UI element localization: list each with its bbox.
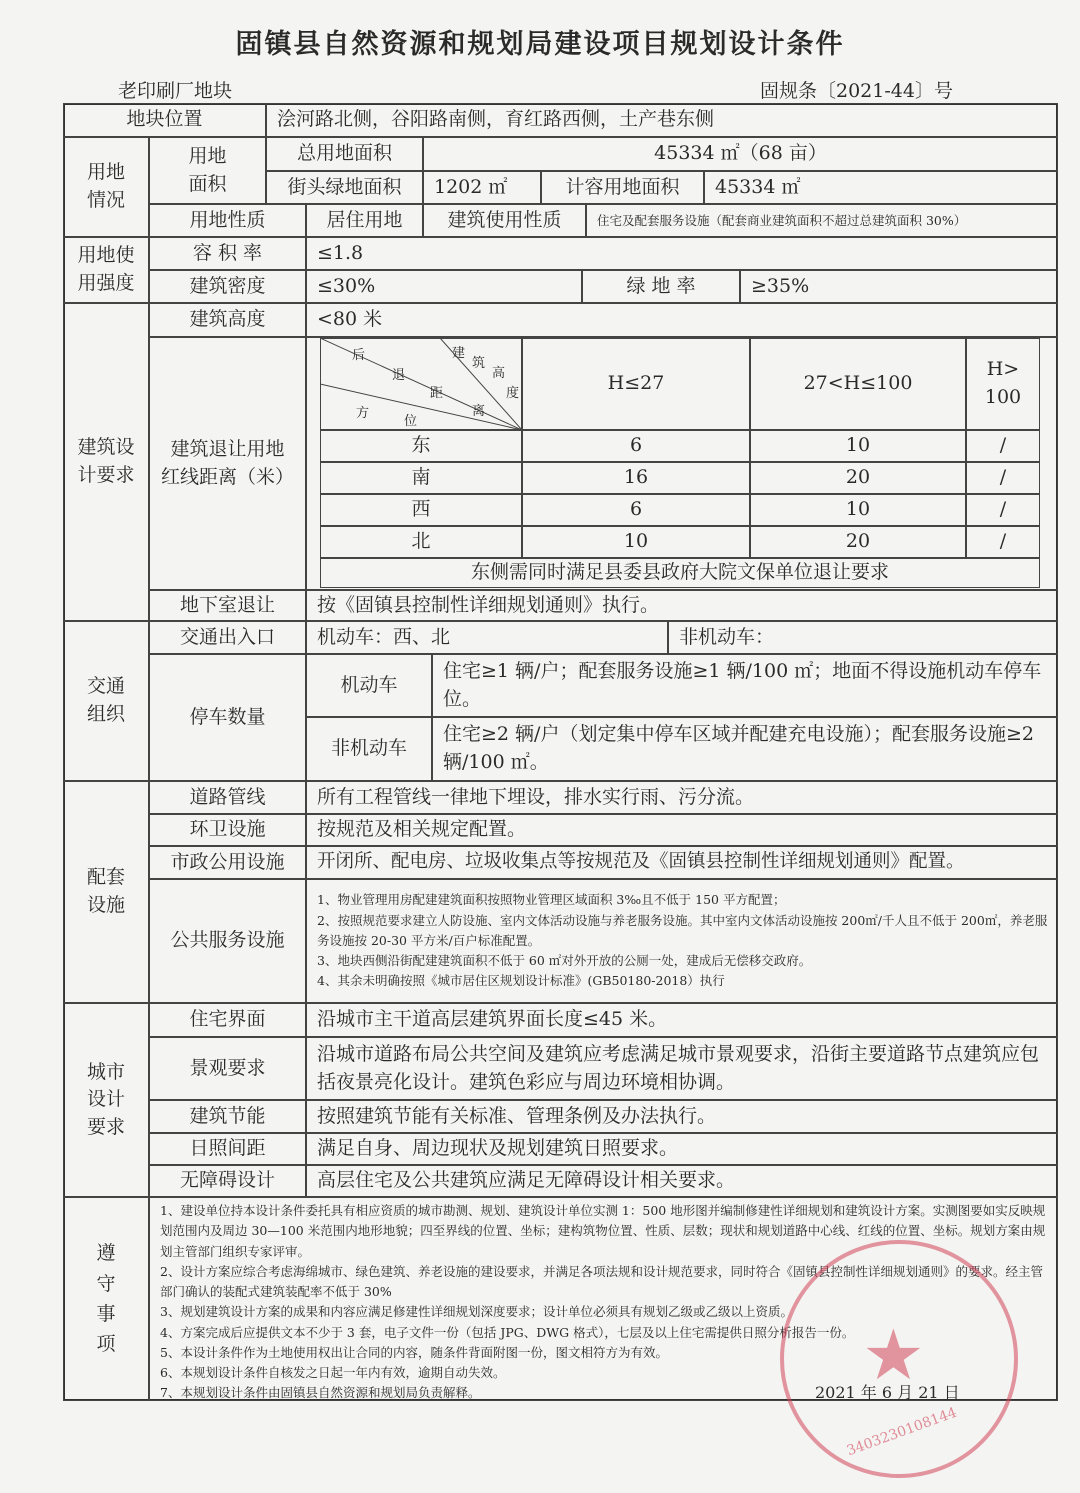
diag-label: 距 [430,386,444,401]
green-rate-label: 绿 地 率 [582,270,740,303]
public-service-list [306,879,1058,1003]
diag-label: 离 [472,404,486,419]
diag-label: 建 [452,346,466,361]
public-service-label: 公共服务设施 [149,879,306,1003]
compliance-group-label: 遵 守 事 项 [63,1197,149,1401]
sunlight-label: 日照间距 [149,1133,306,1165]
urban-group-label: 城市 设计 要求 [63,1003,149,1197]
diagonal-lines [320,338,522,430]
direction-cell: 北 [320,526,522,558]
land-nature-label: 用地性质 [149,204,306,237]
compliance-item: 5、本设计条件作为土地使用权出让合同的内容，随条件背面附图一份，图文相符方为有效。 [160,1344,668,1360]
intensity-group-label: 用地使 用强度 [63,237,149,303]
setback-note: 东侧需同时满足县委县政府大院文保单位退让要求 [320,558,1040,588]
density-value: ≤30% [306,270,582,303]
public-service-item: 1、物业管理用房配建建筑面积按照物业管理区域面积 3‰且不低于 150 平方配置； [317,892,786,908]
land-area-label: 用地 面积 [149,137,266,204]
issue-date: 2021 年 6 月 21 日 [815,1383,960,1402]
far-label: 容 积 率 [149,237,306,270]
diag-label: 筑 [472,356,486,371]
far-area-value: 45334 ㎡ [704,171,1058,204]
document-number: 固规条〔2021-44〕号 [760,80,953,102]
road-value: 所有工程管线一律地下埋设，排水实行雨、污分流。 [306,781,1058,814]
diag-label: 度 [506,386,520,401]
nonmotor-label: 非机动车 [306,717,432,781]
nonmotor-value: 住宅≥2 辆/户（划定集中停车区域并配建充电设施）；配套服务设施≥2 辆/100 ㎡。 [432,717,1058,781]
building-use-value: 住宅及配套服务设施（配套商业建筑面积不超过总建筑面积 30%） [586,204,1058,237]
height-label: 建筑高度 [149,303,306,337]
setback-value: / [966,462,1040,494]
access-label: 交通出入口 [149,621,306,654]
seal-star-icon: ★ [862,1314,925,1396]
energy-value: 按照建筑节能有关标准、管理条例及办法执行。 [306,1100,1058,1133]
setback-value: 20 [750,526,966,558]
col-header: H> 100 [966,338,1040,430]
parking-label: 停车数量 [149,654,306,781]
green-rate-value: ≥35% [740,270,1058,303]
setback-value: 6 [522,430,750,462]
road-label: 道路管线 [149,781,306,814]
diag-label: 方 [356,406,370,421]
street-green-value: 1202 ㎡ [423,171,541,204]
building-group-label: 建筑设 计要求 [63,303,149,621]
sunlight-value: 满足自身、周边现状及规划建筑日照要求。 [306,1133,1058,1165]
interface-value: 沿城市主干道高层建筑界面长度≤45 米。 [306,1003,1058,1037]
basement-value: 按《固镇县控制性详细规划通则》执行。 [306,590,1058,621]
setback-label: 建筑退让用地 红线距离（米） [149,337,306,590]
building-use-label: 建筑使用性质 [423,204,586,237]
height-value: <80 米 [306,303,1058,337]
setback-value: 10 [750,494,966,526]
energy-label: 建筑节能 [149,1100,306,1133]
setback-value: 20 [750,462,966,494]
total-area-value: 45334 ㎡（68 亩） [423,137,1058,171]
far-value: ≤1.8 [306,237,1058,270]
traffic-group-label: 交通 组织 [63,621,149,781]
setback-value: / [966,430,1040,462]
official-seal [780,1240,1018,1478]
motor-label: 机动车 [306,654,432,717]
diag-label: 位 [404,414,418,429]
public-service-item: 3、地块西侧沿街配建建筑面积不低于 60 ㎡对外开放的公厕一处，建成后无偿移交政府。 [317,953,812,969]
far-area-label: 计容用地面积 [541,171,704,204]
env-label: 环卫设施 [149,814,306,846]
compliance-item: 7、本规划设计条件由固镇县自然资源和规划局负责解释。 [160,1385,481,1401]
basement-label: 地下室退让 [149,590,306,621]
setback-value: 16 [522,462,750,494]
municipal-label: 市政公用设施 [149,846,306,879]
land-group-label: 用地 情况 [63,137,149,237]
municipal-value: 开闭所、配电房、垃圾收集点等按规范及《固镇县控制性详细规划通则》配置。 [306,846,1058,879]
interface-label: 住宅界面 [149,1003,306,1037]
diag-label: 高 [492,366,506,381]
col-header: H≤27 [522,338,750,430]
street-green-label: 街头绿地面积 [266,171,423,204]
env-value: 按规范及相关规定配置。 [306,814,1058,846]
compliance-item: 1、建设单位持本设计条件委托具有相应资质的城市勘测、规划、建筑设计单位实测 1：500 地形图并编制修建性详细规划和建筑设计方案。实测图要如实反映规划范围内及周边 30—100 米范围内地形地貌；四至界线的位置、坐标；建构筑物位置、性质、层数；现状和规划道路中心线、红线的位置、坐标。规划方案由规划主管部门组织专家评审。 [160,1203,1046,1259]
compliance-item: 4、方案完成后应提供文本不少于 3 套，电子文件一份（包括 JPG、DWG 格式），七层及以上住宅需提供日照分析报告一份。 [160,1324,855,1340]
parcel-name: 老印刷厂地块 [118,80,233,102]
direction-cell: 南 [320,462,522,494]
compliance-item: 2、设计方案应综合考虑海绵城市、绿色建筑、养老设施的建设要求，并满足各项法规和设计规范要求，同时符合《固镇县控制性详细规划通则》的要求。经主管部门确认的装配式建筑装配率不低于 30% [160,1263,1043,1299]
total-area-label: 总用地面积 [266,137,423,171]
direction-cell: 西 [320,494,522,526]
location-label: 地块位置 [63,103,266,137]
setback-value: / [966,494,1040,526]
landscape-value: 沿城市道路布局公共空间及建筑应考虑满足城市景观要求，沿街主要道路节点建筑应包括夜景亮化设计。建筑色彩应与周边环境相协调。 [306,1037,1058,1100]
accessibility-value: 高层住宅及公共建筑应满足无障碍设计相关要求。 [306,1165,1058,1197]
setback-value: 6 [522,494,750,526]
diag-label: 后 [352,348,366,363]
direction-cell: 东 [320,430,522,462]
density-label: 建筑密度 [149,270,306,303]
land-nature-value: 居住用地 [306,204,423,237]
seal-code: 3403230108144 [844,1404,960,1460]
document-title: 固镇县自然资源和规划局建设项目规划设计条件 [235,29,845,60]
public-service-item: 2、按照规范要求建立人防设施、室内文体活动设施与养老服务设施。其中室内文体活动设施按 200㎡/千人且不低于 200㎡，养老服务设施按 20-30 平方米/百户标准配置。 [317,912,1048,948]
facilities-group-label: 配套 设施 [63,781,149,1003]
setback-value: / [966,526,1040,558]
col-header: 27<H≤100 [750,338,966,430]
setback-value: 10 [522,526,750,558]
landscape-label: 景观要求 [149,1037,306,1100]
public-service-item: 4、其余未明确按照《城市居住区规划设计标准》(GB50180-2018）执行 [317,973,725,989]
setback-value: 10 [750,430,966,462]
accessibility-label: 无障碍设计 [149,1165,306,1197]
motor-value: 住宅≥1 辆/户；配套服务设施≥1 辆/100 ㎡；地面不得设施机动车停车位。 [432,654,1058,717]
diag-label: 退 [392,368,406,383]
access-nonmotor: 非机动车： [668,621,1058,654]
access-motor: 机动车：西、北 [306,621,668,654]
compliance-item: 6、本规划设计条件自核发之日起一年内有效，逾期自动失效。 [160,1365,506,1380]
compliance-item: 3、规划建筑设计方案的成果和内容应满足修建性详细规划深度要求；设计单位必须具有规划乙级或乙级以上资质。 [160,1304,793,1320]
location-value: 浍河路北侧，谷阳路南侧，育红路西侧，土产巷东侧 [266,103,1058,137]
